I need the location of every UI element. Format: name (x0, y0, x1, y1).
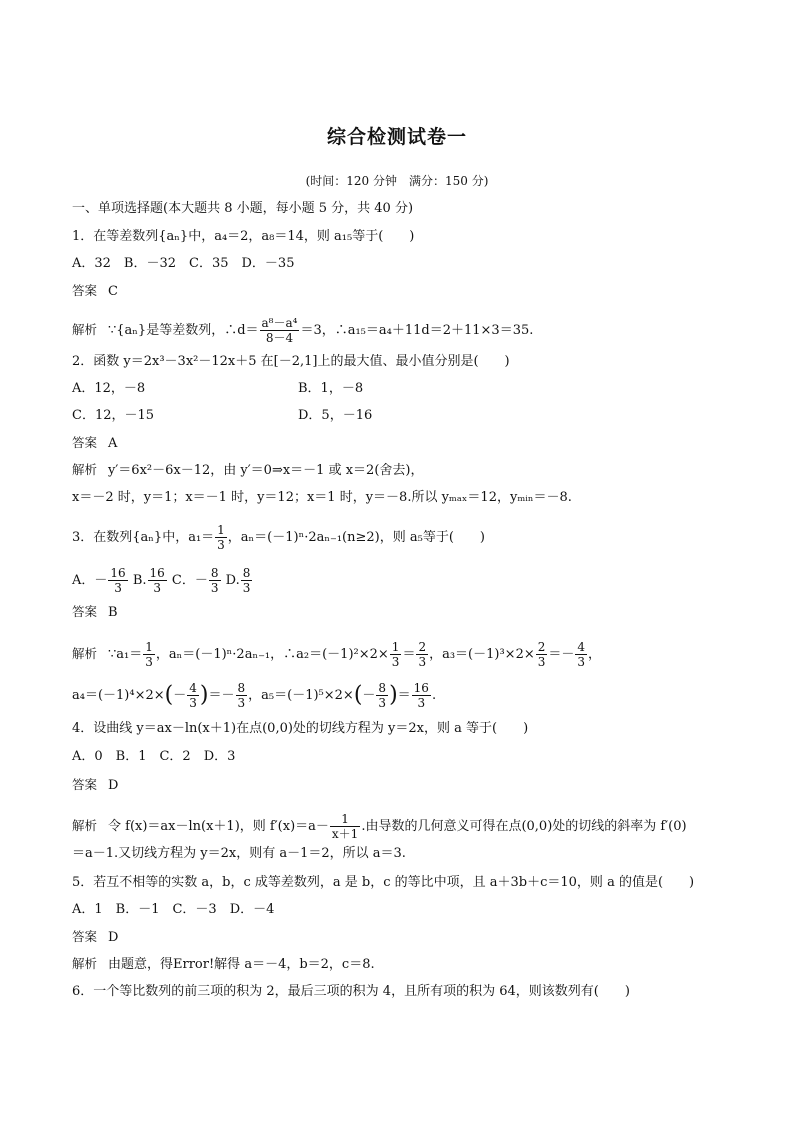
question-4-stem: 4．设曲线 y＝ax－ln(x＋1)在点(0,0)处的切线方程为 y＝2x，则 a 等于( ) (72, 721, 529, 736)
answer-label: 答案 (72, 604, 98, 619)
answer-value: A (108, 436, 118, 451)
analysis-text: ∵{aₙ}是等差数列，∴d＝ (108, 323, 259, 338)
fraction-numerator: 1 (145, 640, 153, 654)
fraction (412, 681, 431, 710)
analysis-text: 由题意，得Error!解得 a＝－4，b＝2，c＝8. (108, 957, 375, 972)
section-heading: 一、单项选择题(本大题共 8 小题，每小题 5 分，共 40 分) (72, 201, 414, 216)
fraction-denominator: 3 (242, 581, 251, 595)
stem-text: 3．在数列{aₙ}中，a₁＝ (72, 530, 215, 545)
fraction-numerator: 8 (210, 566, 219, 580)
fraction-numerator: 8 (378, 681, 387, 695)
analysis-text: ＝－ (548, 647, 575, 662)
question-3-analysis-cont (72, 681, 436, 710)
question-2-option-c: C．12，－15 (72, 408, 155, 423)
question-1-stem: 1．在等差数列{aₙ}中，a₄＝2，a₈＝14，则 a₁₅等于( ) (72, 229, 415, 244)
option-a-label: A．－ (72, 573, 108, 588)
question-5-answer (72, 928, 118, 947)
fraction-numerator: 8 (237, 681, 246, 695)
fraction-numerator: 1 (330, 812, 360, 827)
fraction (416, 640, 428, 669)
question-1-answer (72, 282, 118, 301)
fraction-numerator: 16 (413, 681, 429, 695)
fraction-denominator: 8－4 (265, 331, 294, 345)
answer-label: 答案 (72, 283, 98, 298)
stem-text: ，aₙ＝(－1)ⁿ·2aₙ₋₁(n≥2)，则 a₅等于( ) (227, 530, 485, 545)
analysis-text: 令 f(x)＝ax－ln(x＋1)，则 f′(x)＝a－ (108, 819, 329, 834)
analysis-label: 解析 (72, 462, 98, 477)
fraction (148, 566, 167, 595)
fraction-numerator: a⁸－a⁴ (261, 316, 298, 330)
question-2-analysis (72, 461, 423, 480)
fraction-numerator: 1 (391, 640, 400, 654)
fraction-numerator: 4 (189, 681, 197, 695)
analysis-text: ＝－ (208, 688, 235, 703)
question-2-analysis-cont: x＝－2 时，y＝1；x＝－1 时，y＝12；x＝1 时，y＝－8.所以 yₘₐₓ＝12，yₘᵢₙ＝－8. (72, 490, 572, 505)
fraction-denominator: 3 (418, 655, 427, 669)
fraction-numerator: 1 (217, 523, 225, 537)
question-6-stem: 6．一个等比数列的前三项的积为 2，最后三项的积为 4，且所有项的积为 64，则该数列有( ) (72, 984, 630, 999)
fraction (209, 566, 221, 595)
exam-info: (时间：120 分钟 满分：150 分) (305, 174, 489, 188)
fraction (330, 812, 360, 841)
question-2-option-d: D．5，－16 (298, 408, 373, 423)
fraction-denominator: 3 (577, 655, 586, 669)
answer-label: 答案 (72, 435, 98, 450)
right-paren: ) (389, 682, 398, 708)
fraction-denominator: 3 (145, 655, 153, 669)
fraction-denominator: 3 (189, 696, 197, 710)
fraction (241, 566, 253, 595)
fraction (108, 566, 127, 595)
analysis-text: ， (588, 647, 602, 662)
question-3-analysis (72, 640, 601, 669)
fraction-denominator: 3 (153, 581, 161, 595)
question-3-stem (72, 523, 485, 552)
question-4-answer (72, 776, 118, 795)
analysis-text: ，a₃＝(－1)³×2× (429, 647, 535, 662)
fraction-denominator: 3 (210, 581, 219, 595)
analysis-label: 解析 (72, 322, 98, 337)
question-2-option-b: B．1，－8 (298, 381, 364, 396)
question-1-options: A．32 B．－32 C．35 D．－35 (72, 256, 295, 271)
fraction-denominator: 3 (417, 696, 426, 710)
fraction-denominator: x＋1 (331, 827, 359, 841)
question-2-answer (72, 434, 117, 453)
analysis-text: ，aₙ＝(－1)ⁿ·2aₙ₋₁，∴a₂＝(－1)²×2× (155, 647, 389, 662)
question-4-analysis-cont: ＝a－1.又切线方程为 y＝2x，则有 a－1＝2，所以 a＝3. (72, 846, 406, 861)
page-title: 综合检测试卷一 (326, 126, 467, 148)
fraction (575, 640, 587, 669)
question-2-option-a: A．12，－8 (72, 381, 146, 396)
fraction-denominator: 3 (391, 655, 400, 669)
analysis-text: .由导数的几何意义可得在点(0,0)处的切线的斜率为 f′(0) (361, 819, 687, 834)
question-5-analysis (72, 955, 375, 974)
fraction-denominator: 3 (237, 696, 246, 710)
question-3-answer (72, 603, 118, 622)
answer-value: D (108, 778, 119, 793)
fraction (143, 640, 155, 669)
analysis-text: ∵a₁＝ (108, 647, 143, 662)
analysis-text: ，a₅＝(－1)⁵×2× (248, 688, 354, 703)
fraction-numerator: 16 (149, 566, 165, 580)
answer-value: D (108, 930, 119, 945)
fraction (390, 640, 402, 669)
question-2-stem: 2．函数 y＝2x³－3x²－12x＋5 在[－2,1]上的最大值、最小值分别是( ) (72, 354, 510, 369)
fraction-numerator: 8 (242, 566, 251, 580)
fraction-denominator: 3 (217, 538, 225, 552)
question-3-options (72, 566, 253, 595)
question-4-analysis (72, 812, 687, 841)
analysis-label: 解析 (72, 956, 98, 971)
fraction (260, 316, 300, 345)
analysis-text: y′＝6x²－6x－12，由 y′＝0⇒x＝－1 或 x＝2(舍去)， (108, 463, 424, 478)
left-paren: ( (353, 682, 363, 708)
neg-sign: － (173, 688, 187, 703)
question-4-options: A．0 B．1 C．2 D．3 (72, 749, 236, 764)
answer-label: 答案 (72, 777, 98, 792)
option-b-label: B. (132, 573, 147, 588)
analysis-text: . (431, 688, 437, 703)
option-c-label: C．－ (171, 573, 208, 588)
fraction-numerator: 4 (577, 640, 586, 654)
analysis-text: ＝ (402, 647, 416, 662)
analysis-text: ＝ (397, 688, 411, 703)
answer-value: B (108, 605, 118, 620)
fraction-denominator: 3 (378, 696, 387, 710)
fraction-denominator: 3 (114, 581, 122, 595)
analysis-label: 解析 (72, 646, 98, 661)
question-5-stem: 5．若互不相等的实数 a，b，c 成等差数列，a 是 b，c 的等比中项，且 a＋3b＋c＝10，则 a 的值是( ) (72, 875, 695, 890)
fraction-denominator: 3 (537, 655, 546, 669)
answer-value: C (108, 284, 118, 299)
answer-label: 答案 (72, 929, 98, 944)
analysis-label: 解析 (72, 818, 98, 833)
fraction (215, 523, 227, 552)
question-1-analysis (72, 316, 533, 345)
option-d-label: D. (225, 573, 240, 588)
analysis-text: ＝3，∴a₁₅＝a₄＋11d＝2＋11×3＝35. (300, 323, 534, 338)
analysis-text: a₄＝(－1)⁴×2× (72, 688, 165, 703)
right-paren: ) (199, 682, 209, 708)
fraction-numerator: 16 (110, 566, 126, 580)
fraction (376, 681, 388, 710)
fraction-numerator: 2 (537, 640, 546, 654)
fraction-numerator: 2 (418, 640, 427, 654)
question-5-options: A．1 B．－1 C．－3 D．－4 (72, 902, 275, 917)
fraction (187, 681, 199, 710)
left-paren: ( (164, 682, 174, 708)
neg-sign: － (362, 688, 376, 703)
fraction (236, 681, 248, 710)
fraction (536, 640, 548, 669)
